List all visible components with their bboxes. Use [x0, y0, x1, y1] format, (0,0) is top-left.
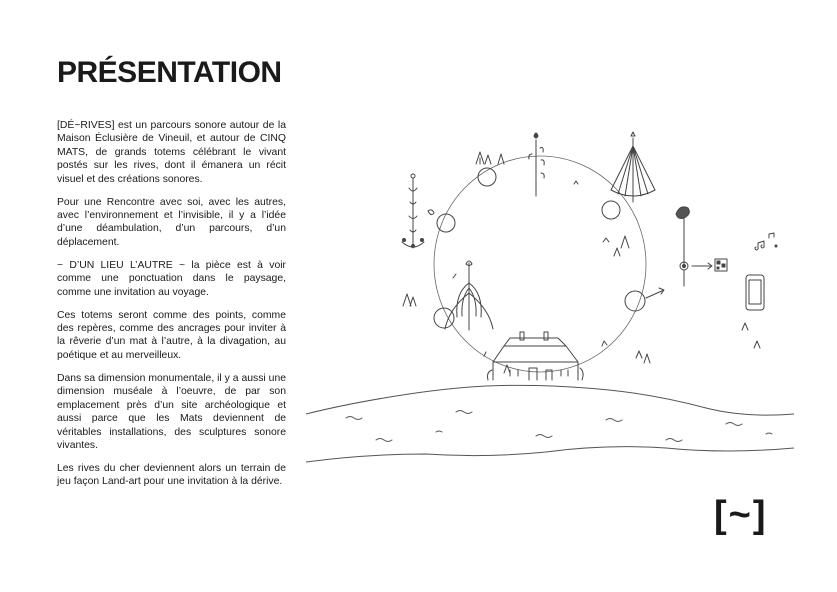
- paragraph-lieu: ~ D’UN LIEU L’AUTRE ~ la pièce est à voir comme une ponctuation dans le paysage, comme une invitation au voyage.: [57, 259, 286, 298]
- totem-circle: [625, 291, 645, 311]
- music-notes: [755, 233, 777, 250]
- path-mark: [602, 341, 607, 346]
- paragraph-rives: Les rives du cher deviennent alors un terrain de jeu façon Land-art pour une invitation à la dérive.: [57, 462, 286, 488]
- paragraph-totems: Ces totems seront comme des points, comme des repères, comme des ancrages pour inviter à la rêverie d’un mat à l’autre, à la divagation, au poétique et au merveilleux.: [57, 309, 286, 361]
- logo: [~]: [714, 494, 768, 536]
- totem-circle: [437, 214, 455, 232]
- path-mark: [574, 181, 578, 184]
- totem-mats: [402, 132, 689, 330]
- path-mark: [603, 238, 609, 242]
- qr-code-icon: [692, 259, 727, 271]
- paragraph-monumentale: Dans sa dimension monumentale, il y a aussi une dimension muséale à l’oeuvre, de par son emplacement près d’un site archéologique et aussi parce que les Mats deviennent de véritables installations, des sculptures sonore vivantes.: [57, 372, 286, 451]
- river-waves: [306, 385, 794, 462]
- presentation-text: [57, 119, 286, 498]
- totem-circle: [434, 308, 454, 328]
- paragraph-rencontre: Pour une Rencontre avec soi, avec les autres, avec l’environnement et l’invisible, il y a l’idée d’une déambulation, d’un parcours, d’un déplacement.: [57, 196, 286, 248]
- arrow: [646, 288, 664, 298]
- trees: [403, 152, 760, 373]
- path-mark: [453, 274, 456, 278]
- page-title: PRÉSENTATION: [57, 56, 282, 89]
- paragraph-intro: [DÉ~RIVES] est un parcours sonore autour de la Maison Éclusière de Vineuil, et autour de CINQ MATS, de grands totems célébrant le vivant postés sur les rives, dont il émanera un récit visuel et des créations sonores.: [57, 120, 286, 185]
- sketch-illustration: [306, 118, 794, 476]
- phone-icon: [746, 275, 764, 310]
- house: [488, 332, 584, 380]
- path-mark: [484, 352, 486, 356]
- path-mark: [428, 210, 434, 215]
- totem-circle: [602, 201, 620, 219]
